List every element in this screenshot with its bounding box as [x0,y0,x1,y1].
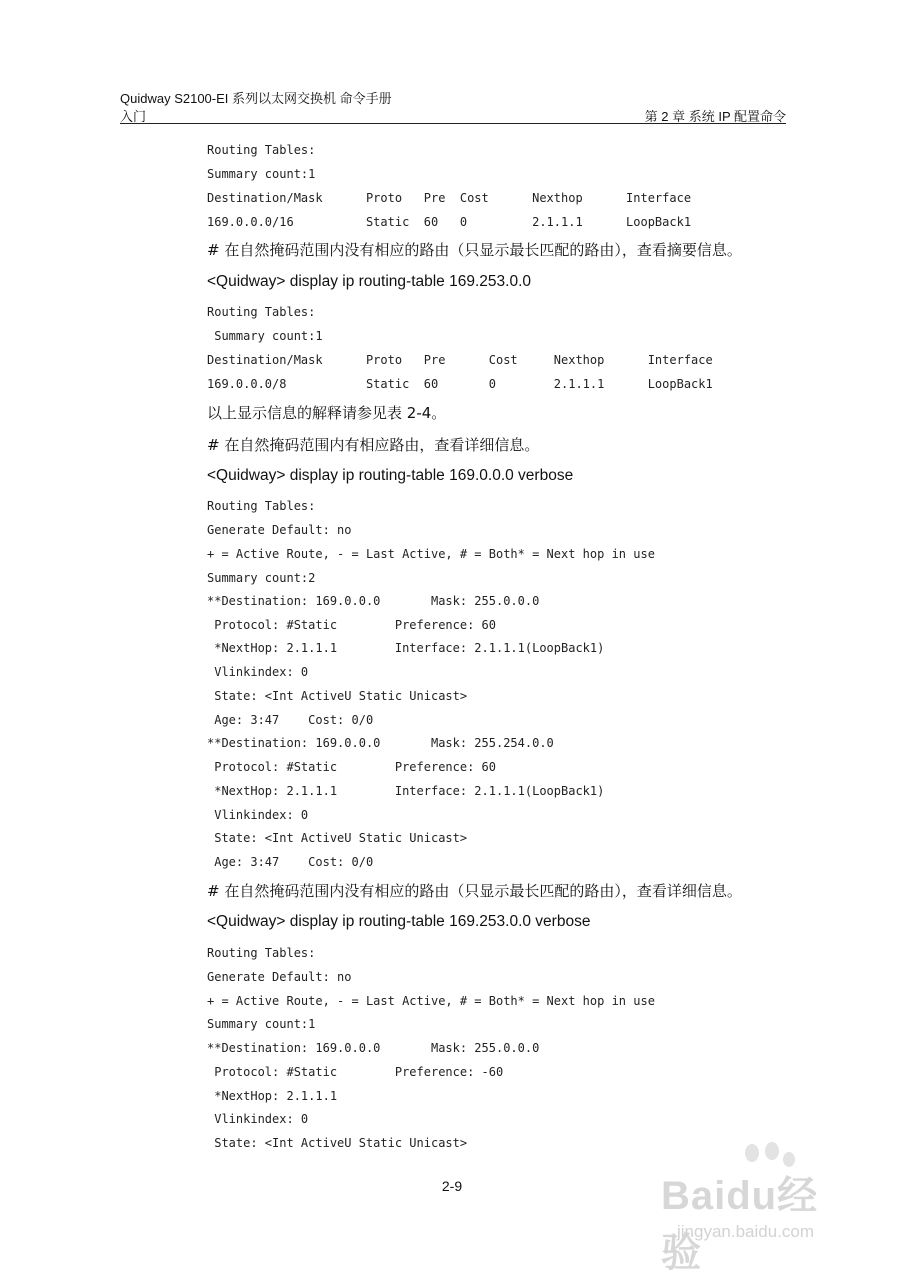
code-line: Routing Tables: [207,143,316,157]
code-line: Summary count:1 [207,329,323,343]
code-line: *NextHop: 2.1.1.1 [207,1089,338,1103]
code-line: Routing Tables: [207,946,316,960]
page-number: 2-9 [441,1178,463,1194]
prose-line: # 在自然掩码范围内没有相应的路由（只显示最长匹配的路由），查看详细信息。 [207,882,742,900]
code-line: Summary count:1 [207,167,316,181]
code-line: State: <Int ActiveU Static Unicast> [207,1136,468,1150]
code-line: 169.0.0.0/16 Static 60 0 2.1.1.1 LoopBack1 [207,215,692,229]
watermark-brand: Baidu经验 [661,1174,819,1275]
header-divider [120,123,786,124]
paw-icon [765,1142,779,1160]
code-line: Vlinkindex: 0 [207,1112,309,1126]
code-line: Destination/Mask Proto Pre Cost Nexthop Interface [207,191,692,205]
code-line: **Destination: 169.0.0.0 Mask: 255.254.0.0 [207,736,554,750]
code-line: + = Active Route, - = Last Active, # = Both* = Next hop in use [207,547,655,561]
code-line: **Destination: 169.0.0.0 Mask: 255.0.0.0 [207,594,540,608]
code-line: Vlinkindex: 0 [207,808,309,822]
code-line: Summary count:1 [207,1017,316,1031]
code-line: State: <Int ActiveU Static Unicast> [207,831,468,845]
code-line: Protocol: #Static Preference: -60 [207,1065,504,1079]
baidu-watermark [649,1142,849,1275]
code-line: Age: 3:47 Cost: 0/0 [207,855,374,869]
prose-line: # 在自然掩码范围内有相应路由，查看详细信息。 [207,436,540,454]
code-line: **Destination: 169.0.0.0 Mask: 255.0.0.0 [207,1041,540,1055]
command-line: <Quidway> display ip routing-table 169.253.0.0 [207,273,531,290]
code-line: + = Active Route, - = Last Active, # = Both* = Next hop in use [207,994,655,1008]
code-line: State: <Int ActiveU Static Unicast> [207,689,468,703]
chapter-title: 第 2 章 系统 IP 配置命令 [644,109,786,124]
watermark-url: jingyan.baidu.com [677,1222,815,1241]
code-line: Protocol: #Static Preference: 60 [207,760,496,774]
code-line: Summary count:2 [207,571,316,585]
code-line: 169.0.0.0/8 Static 60 0 2.1.1.1 LoopBack1 [207,377,713,391]
prose-line: # 在自然掩码范围内没有相应的路由（只显示最长匹配的路由），查看摘要信息。 [207,241,742,259]
code-line: Vlinkindex: 0 [207,665,309,679]
prose-line: 以上显示信息的解释请参见表 2-4。 [207,404,447,422]
code-line: Routing Tables: [207,499,316,513]
code-line: Age: 3:47 Cost: 0/0 [207,713,374,727]
code-line: *NextHop: 2.1.1.1 Interface: 2.1.1.1(LoopBack1) [207,641,605,655]
command-line: <Quidway> display ip routing-table 169.253.0.0 verbose [207,913,591,930]
code-line: *NextHop: 2.1.1.1 Interface: 2.1.1.1(LoopBack1) [207,784,605,798]
document-title: Quidway S2100-EI 系列以太网交换机 命令手册 [120,91,392,106]
section-label: 入门 [120,109,147,124]
paw-icon [745,1144,759,1162]
code-line: Protocol: #Static Preference: 60 [207,618,496,632]
code-line: Generate Default: no [207,970,352,984]
command-line: <Quidway> display ip routing-table 169.0.0.0 verbose [207,467,574,484]
code-line: Destination/Mask Proto Pre Cost Nexthop Interface [207,353,713,367]
code-line: Routing Tables: [207,305,316,319]
code-line: Generate Default: no [207,523,352,537]
